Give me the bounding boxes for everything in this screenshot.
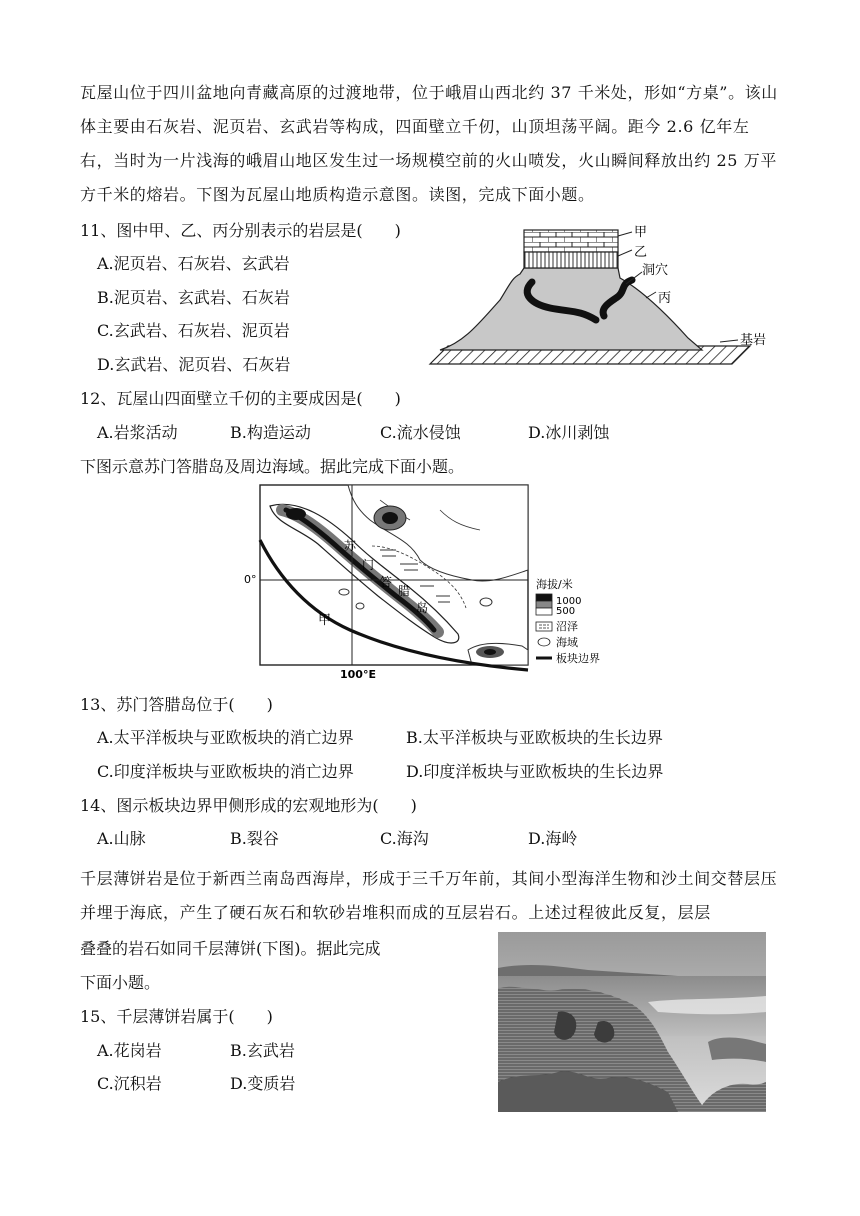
map-label-jia: 甲 bbox=[318, 613, 332, 628]
question-14-stem: 14、图示板块边界甲侧形成的宏观地形为( ) bbox=[80, 796, 417, 815]
label-cave: 洞穴 bbox=[642, 263, 669, 278]
label-bedrock: 基岩 bbox=[740, 333, 767, 348]
passage-wawushan: 瓦屋山位于四川盆地向青藏高原的过渡地带，位于峨眉山西北约 37 千米处，形如“方桌”。该山体主要由石灰岩、泥页岩、玄武岩等构成，四面壁立千仞，山顶坦荡平阔。距今 2.6 亿年左右，当时为一片浅海的峨眉山地区发生过一场规模空前的火山喷发，火山瞬间释放出约 25 万平方千米的熔岩。下图为瓦屋山地质构造示意图。读图，完成下面小题。 bbox=[80, 83, 778, 204]
q13-option-b[interactable]: B.太平洋板块与亚欧板块的生长边界 bbox=[406, 728, 663, 747]
legend-boundary: 板块边界 bbox=[556, 652, 600, 665]
longitude-label: 100°E bbox=[340, 668, 376, 680]
q14-option-c[interactable]: C.海沟 bbox=[380, 829, 429, 848]
intro-sumatra: 下图示意苏门答腊岛及周边海域。据此完成下面小题。 bbox=[80, 457, 465, 476]
q12-option-b[interactable]: B.构造运动 bbox=[230, 423, 311, 442]
legend-sea: 海域 bbox=[556, 636, 578, 649]
q12-option-c[interactable]: C.流水侵蚀 bbox=[380, 423, 461, 442]
island-char-3: 答 bbox=[380, 575, 393, 589]
q14-option-b[interactable]: B.裂谷 bbox=[230, 829, 279, 848]
question-15-stem: 15、千层薄饼岩属于( ) bbox=[80, 1007, 273, 1026]
q12-option-a[interactable]: A.岩浆活动 bbox=[97, 423, 178, 442]
q11-option-a[interactable]: A.泥页岩、石灰岩、玄武岩 bbox=[97, 254, 290, 273]
latitude-label: 0° bbox=[244, 573, 257, 586]
q12-option-d[interactable]: D.冰川剥蚀 bbox=[528, 423, 610, 442]
passage-pancake-rocks-end: 下面小题。 bbox=[80, 973, 161, 992]
label-jia: 甲 bbox=[634, 225, 648, 240]
island-char-1: 苏 bbox=[344, 539, 357, 553]
q15-option-b[interactable]: B.玄武岩 bbox=[230, 1041, 295, 1060]
q15-option-c[interactable]: C.沉积岩 bbox=[97, 1074, 162, 1093]
passage-pancake-rocks: 千层薄饼岩是位于新西兰南岛西海岸，形成于三千万年前，其间小型海洋生物和沙土间交替层压并埋于海底，产生了硬石灰石和软砂岩堆积而成的互层岩石。上述过程彼此反复，层层 bbox=[80, 869, 778, 922]
sumatra-map-figure bbox=[240, 480, 620, 680]
question-11-stem: 11、图中甲、乙、丙分别表示的岩层是( ) bbox=[80, 221, 401, 240]
q13-option-d[interactable]: D.印度洋板块与亚欧板块的生长边界 bbox=[406, 762, 664, 781]
q14-option-a[interactable]: A.山脉 bbox=[97, 829, 146, 848]
q11-option-c[interactable]: C.玄武岩、石灰岩、泥页岩 bbox=[97, 321, 290, 340]
island-char-5: 岛 bbox=[416, 601, 429, 615]
map-legend bbox=[536, 577, 600, 665]
wawushan-geology-figure bbox=[420, 222, 790, 372]
q13-option-c[interactable]: C.印度洋板块与亚欧板块的消亡边界 bbox=[97, 762, 354, 781]
q15-option-d[interactable]: D.变质岩 bbox=[230, 1074, 296, 1093]
question-12-stem: 12、瓦屋山四面壁立千仞的主要成因是( ) bbox=[80, 389, 401, 408]
q15-option-a[interactable]: A.花岗岩 bbox=[97, 1041, 162, 1060]
pancake-rocks-photo bbox=[498, 932, 766, 1112]
legend-title: 海拔/米 bbox=[536, 578, 573, 591]
question-13-stem: 13、苏门答腊岛位于( ) bbox=[80, 695, 273, 714]
island-char-2: 门 bbox=[362, 558, 375, 572]
q13-option-a[interactable]: A.太平洋板块与亚欧板块的消亡边界 bbox=[97, 728, 354, 747]
q14-option-d[interactable]: D.海岭 bbox=[528, 829, 578, 848]
passage-pancake-rocks-cont: 叠叠的岩石如同千层薄饼(下图)。据此完成 bbox=[80, 939, 381, 958]
legend-500: 500 bbox=[556, 606, 576, 617]
legend-1000: 1000 bbox=[556, 596, 582, 607]
legend-marsh: 沼泽 bbox=[556, 620, 578, 633]
label-bing: 丙 bbox=[658, 291, 672, 306]
q11-option-b[interactable]: B.泥页岩、玄武岩、石灰岩 bbox=[97, 288, 290, 307]
q11-option-d[interactable]: D.玄武岩、泥页岩、石灰岩 bbox=[97, 355, 291, 374]
label-yi: 乙 bbox=[634, 245, 648, 260]
island-char-4: 腊 bbox=[398, 584, 411, 598]
